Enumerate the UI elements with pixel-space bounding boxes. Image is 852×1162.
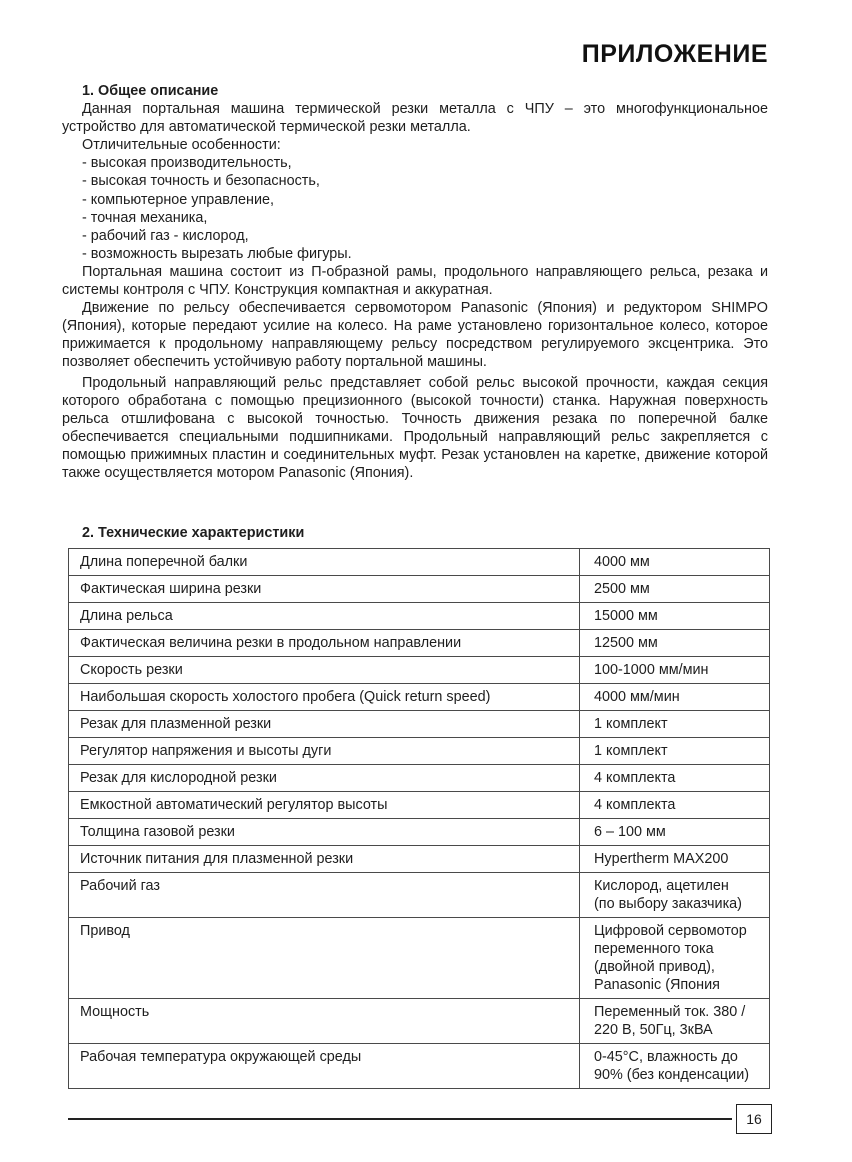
spec-parameter: Резак для плазменной резки <box>69 711 580 738</box>
spec-parameter: Наибольшая скорость холостого пробега (Quick return speed) <box>69 684 580 711</box>
spec-row <box>69 738 770 765</box>
spec-value: 100-1000 мм/мин <box>580 657 770 684</box>
spec-row <box>69 630 770 657</box>
intro-paragraph: Данная портальная машина термической резки металла с ЧПУ – это многофункциональное устройство для автоматической термической резки металла. <box>62 101 768 136</box>
feature-item: - высокая точность и безопасность, <box>82 173 320 190</box>
spec-parameter: Рабочий газ <box>69 873 580 918</box>
spec-value: 2500 мм <box>580 576 770 603</box>
spec-value: 4 комплекта <box>580 765 770 792</box>
spec-parameter: Регулятор напряжения и высоты дуги <box>69 738 580 765</box>
footer-rule <box>68 1118 732 1120</box>
spec-value: 4000 мм/мин <box>580 684 770 711</box>
section-1-heading: 1. Общее описание <box>82 83 219 99</box>
spec-row <box>69 819 770 846</box>
spec-row <box>69 684 770 711</box>
spec-parameter: Привод <box>69 918 580 999</box>
spec-row <box>69 576 770 603</box>
spec-value: 4000 мм <box>580 549 770 576</box>
spec-row <box>69 873 770 918</box>
spec-row <box>69 765 770 792</box>
general-description-section <box>62 82 768 482</box>
spec-row <box>69 711 770 738</box>
feature-item: - компьютерное управление, <box>82 191 274 208</box>
spec-row <box>69 792 770 819</box>
spec-row <box>69 549 770 576</box>
section-2-heading: 2. Технические характеристики <box>82 525 305 541</box>
spec-row <box>69 918 770 999</box>
page-title: ПРИЛОЖЕНИЕ <box>581 40 768 68</box>
spec-value: Цифровой сервомотор переменного тока (двойной привод), Panasonic (Япония <box>580 918 770 999</box>
spec-row <box>69 846 770 873</box>
features-label: Отличительные особенности: <box>82 137 281 154</box>
spec-parameter: Фактическая ширина резки <box>69 576 580 603</box>
spec-value: 12500 мм <box>580 630 770 657</box>
feature-item: - возможность вырезать любые фигуры. <box>82 245 352 262</box>
spec-value: Кислород, ацетилен (по выбору заказчика) <box>580 873 770 918</box>
spec-value: 1 комплект <box>580 738 770 765</box>
drive-paragraph: Движение по рельсу обеспечивается сервомотором Panasonic (Япония) и редуктором SHIMPO (Япония), которые передают усилие на колесо. На раме установлено горизонтальное колесо, которое прижимается к продольному направляющему рельсу посредством регулируемого эксцентрика. Это позволяет обеспечить устойчивую работу портальной машины. <box>62 300 768 371</box>
frame-paragraph: Портальная машина состоит из П-образной рамы, продольного направляющего рельса, резака и системы контроля с ЧПУ. Конструкция компактная и аккуратная. <box>62 263 768 299</box>
spec-row <box>69 603 770 630</box>
spec-value: 0-45°С, влажность до 90% (без конденсации) <box>580 1044 770 1089</box>
spec-parameter: Мощность <box>69 999 580 1044</box>
spec-value: Переменный ток. 380 / 220 В, 50Гц, 3кВА <box>580 999 770 1044</box>
page-number: 16 <box>736 1104 772 1134</box>
feature-item: - рабочий газ - кислород, <box>82 227 249 244</box>
spec-parameter: Емкостной автоматический регулятор высоты <box>69 792 580 819</box>
spec-parameter: Фактическая величина резки в продольном направлении <box>69 630 580 657</box>
spec-parameter: Источник питания для плазменной резки <box>69 846 580 873</box>
spec-parameter: Длина поперечной балки <box>69 549 580 576</box>
feature-item: - высокая производительность, <box>82 155 292 172</box>
spec-value: Hypertherm MAX200 <box>580 846 770 873</box>
spec-value: 4 комплекта <box>580 792 770 819</box>
feature-item: - точная механика, <box>82 209 208 226</box>
spec-parameter: Длина рельса <box>69 603 580 630</box>
spec-row <box>69 999 770 1044</box>
spec-value: 6 – 100 мм <box>580 819 770 846</box>
spec-parameter: Толщина газовой резки <box>69 819 580 846</box>
spec-parameter: Скорость резки <box>69 657 580 684</box>
specifications-table <box>68 548 770 1089</box>
spec-value: 15000 мм <box>580 603 770 630</box>
spec-row <box>69 1044 770 1089</box>
spec-value: 1 комплект <box>580 711 770 738</box>
rail-paragraph: Продольный направляющий рельс представляет собой рельс высокой прочности, каждая секция которого обработана с помощью прецизионного (высокой точности) станка. Наружная поверхность рельса отшлифована с высокой точностью. Точность движения резака по поперечной балке обеспечивается специальными подшипниками. Продольный направляющий рельс закрепляется с помощью прижимных пластин и соединительных муфт. Резак установлен на каретке, движение которой также осуществляется мотором Panasonic (Япония). <box>62 374 768 481</box>
spec-row <box>69 657 770 684</box>
spec-parameter: Рабочая температура окружающей среды <box>69 1044 580 1089</box>
spec-parameter: Резак для кислородной резки <box>69 765 580 792</box>
